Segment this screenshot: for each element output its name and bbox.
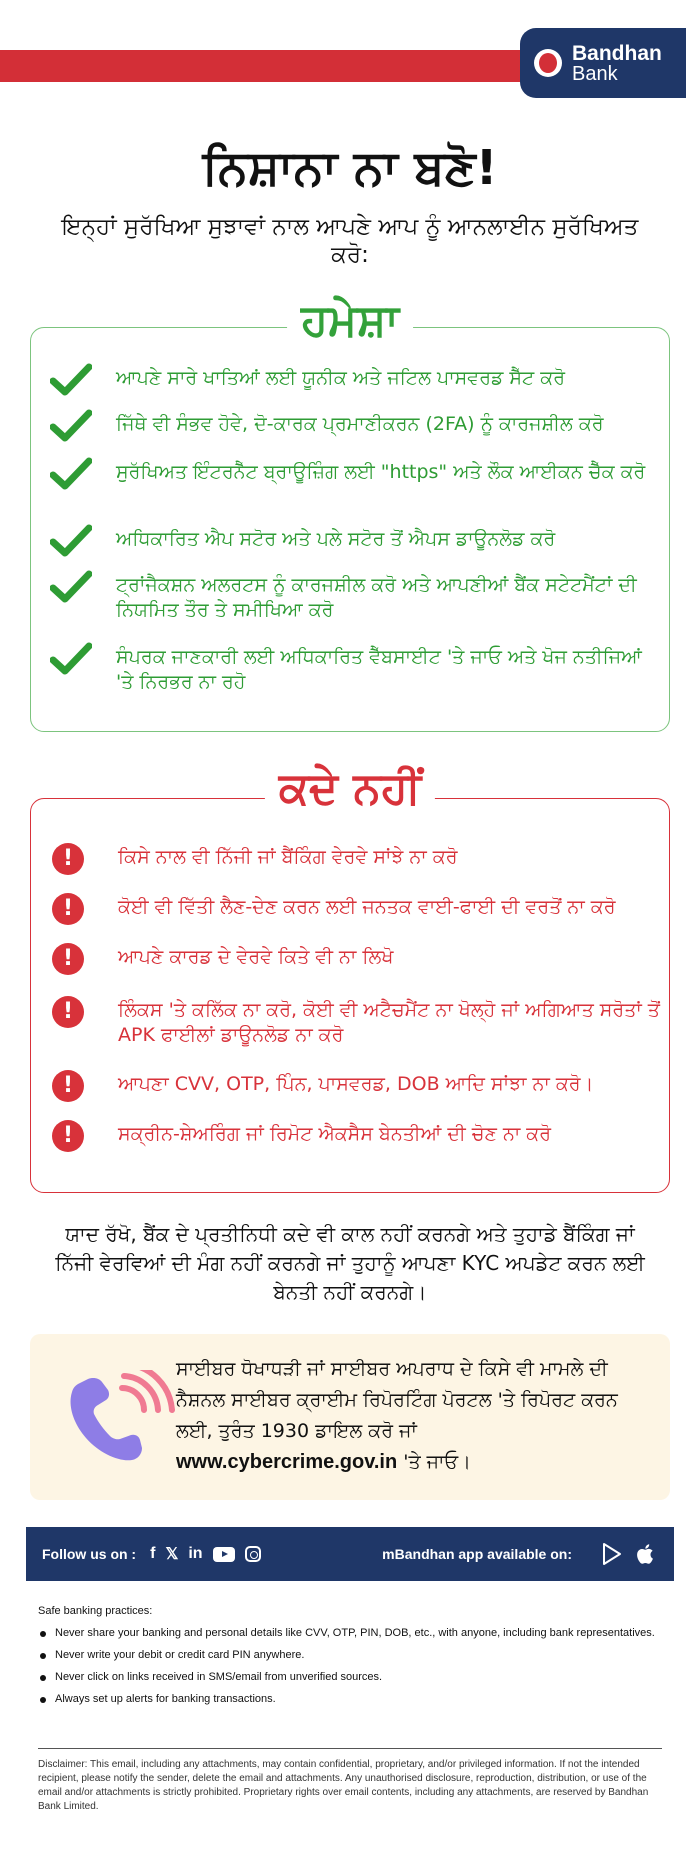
always-item-text: ਜਿੱਥੇ ਵੀ ਸੰਭਵ ਹੋਵੇ, ਦੋ-ਕਾਰਕ ਪ੍ਰਮਾਣੀਕਰਨ (2FA) ਨੂੰ ਕਾਰਜਸ਼ੀਲ ਕਰੋ [116,413,604,435]
always-item [50,527,665,558]
bandhan-logo[interactable] [520,28,686,98]
always-label: ਹਮੇਸ਼ਾ [287,295,413,346]
footer-bar [26,1527,674,1581]
youtube-icon[interactable] [213,1547,235,1562]
alert-icon: ! [52,1120,84,1152]
page-subtitle: ਇਨ੍ਹਾਂ ਸੁਰੱਖਿਆ ਸੁਝਾਵਾਂ ਨਾਲ ਆਪਣੇ ਆਪ ਨੂੰ ਆਨਲਾਈਨ ਸੁਰੱਖਿਅਤ ਕਰੋ: [61,214,639,268]
x-icon[interactable]: 𝕏 [165,1546,179,1563]
check-icon [50,409,92,443]
practice-item: Never click on links received in SMS/email from unverified sources. [38,1671,668,1683]
always-item-text: ਆਪਣੇ ਸਾਰੇ ਖਾਤਿਆਂ ਲਈ ਯੂਨੀਕ ਅਤੇ ਜਟਿਲ ਪਾਸਵਰਡ ਸੈੱਟ ਕਰੋ [116,367,565,389]
never-item-text: ਕਿਸੇ ਨਾਲ ਵੀ ਨਿੱਜੀ ਜਾਂ ਬੈਂਕਿੰਗ ਵੇਰਵੇ ਸਾਂਝੇ ਨਾ ਕਰੋ [118,846,458,868]
never-item [50,1072,665,1102]
divider [38,1748,662,1749]
practice-item: Never share your banking and personal details like CVV, OTP, PIN, DOB, etc., with anyone, including bank representatives. [38,1627,668,1639]
cyber-report-text: ਸਾਈਬਰ ਧੋਖਾਧੜੀ ਜਾਂ ਸਾਈਬਰ ਅਪਰਾਧ ਦੇ ਕਿਸੇ ਵੀ ਮਾਮਲੇ ਦੀ ਨੈਸ਼ਨਲ ਸਾਈਬਰ ਕ੍ਰਾਈਮ ਰਿਪੋਰਟਿੰਗ ਪੋਰਟਲ 'ਤੇ ਰਿਪੋਰਟ ਕਰਨ ਲਈ, ਤੁਰੰਤ 1930 ਡਾਇਲ ਕਰੋ ਜਾਂ [176,1358,618,1442]
never-item [50,945,665,975]
safe-practices [38,1605,668,1715]
never-item-text: ਕੋਈ ਵੀ ਵਿੱਤੀ ਲੈਣ-ਦੇਣ ਕਰਨ ਲਈ ਜਨਤਕ ਵਾਈ-ਫਾਈ ਦੀ ਵਰਤੋਂ ਨਾ ਕਰੋ [118,896,616,918]
alert-icon: ! [52,996,84,1028]
practice-item: Always set up alerts for banking transactions. [38,1693,668,1705]
follow-label: Follow us on : [42,1546,137,1562]
never-item-text: ਸਕ੍ਰੀਨ-ਸ਼ੇਅਰਿੰਗ ਜਾਂ ਰਿਮੋਟ ਐਕਸੈਸ ਬੇਨਤੀਆਂ ਦੀ ਚੋਣ ਨਾ ਕਰੋ [118,1123,552,1145]
logo-mark-icon [534,49,562,77]
check-icon [50,363,92,397]
never-label: ਕਦੇ ਨਹੀਂ [265,763,435,814]
cyber-url-suffix: 'ਤੇ ਜਾਓ। [397,1451,471,1473]
red-band [0,50,560,82]
cybercrime-box [30,1334,670,1500]
check-icon [50,570,92,604]
never-item [50,895,665,925]
phone-icon [58,1370,176,1466]
check-icon [50,457,92,491]
facebook-icon[interactable]: f [150,1545,156,1562]
linkedin-icon[interactable]: in [188,1545,203,1562]
always-item-text: ਸੰਪਰਕ ਜਾਣਕਾਰੀ ਲਈ ਅਧਿਕਾਰਿਤ ਵੈੱਬਸਾਈਟ 'ਤੇ ਜਾਓ ਅਤੇ ਖੋਜ ਨਤੀਜਿਆਂ 'ਤੇ ਨਿਰਭਰ ਨਾ ਰਹੋ [116,646,642,693]
never-item [50,1122,665,1152]
never-item-text: ਲਿੰਕਸ 'ਤੇ ਕਲਿੱਕ ਨਾ ਕਰੋ, ਕੋਈ ਵੀ ਅਟੈਚਮੈਂਟ ਨਾ ਖੋਲ੍ਹੋ ਜਾਂ ਅਗਿਆਤ ਸਰੋਤਾਂ ਤੋਂ APK ਫਾਈਲਾਂ ਡਾਊਨਲੋਡ ਨਾ ਕਰੋ [118,999,660,1046]
practice-item: Never write your debit or credit card PIN anywhere. [38,1649,668,1661]
never-item-text: ਆਪਣਾ CVV, OTP, ਪਿੰਨ, ਪਾਸਵਰਡ, DOB ਆਦਿ ਸਾਂਝਾ ਨਾ ਕਰੋ। [118,1073,594,1095]
social-links [150,1544,260,1564]
cybercrime-link[interactable]: www.cybercrime.gov.in [176,1451,398,1473]
alert-icon: ! [52,1070,84,1102]
never-item [50,845,665,875]
brand-line1: Bandhan [572,41,662,65]
alert-icon: ! [52,943,84,975]
always-item-text: ਅਧਿਕਾਰਿਤ ਐਪ ਸਟੋਰ ਅਤੇ ਪਲੇ ਸਟੋਰ ਤੋਂ ਐਪਸ ਡਾਊਨਲੋਡ ਕਰੋ [116,528,556,550]
always-item [50,573,665,623]
alert-icon: ! [52,893,84,925]
always-item [50,460,665,491]
check-icon [50,642,92,676]
check-icon [50,524,92,558]
always-item [50,412,665,443]
apple-store-icon[interactable] [634,1542,658,1566]
never-item [50,998,665,1048]
never-item-text: ਆਪਣੇ ਕਾਰਡ ਦੇ ਵੇਰਵੇ ਕਿਤੇ ਵੀ ਨਾ ਲਿਖੋ [118,946,394,968]
always-item [50,366,665,397]
play-store-icon[interactable] [600,1542,624,1566]
alert-icon: ! [52,843,84,875]
page-title: ਨਿਸ਼ਾਨਾ ਨਾ ਬਣੋ! [202,140,498,196]
brand-line2: Bank [572,62,618,85]
instagram-icon[interactable] [245,1546,261,1562]
always-item-text: ਟ੍ਰਾਂਜੈਕਸ਼ਨ ਅਲਰਟਸ ਨੂੰ ਕਾਰਜਸ਼ੀਲ ਕਰੋ ਅਤੇ ਆਪਣੀਆਂ ਬੈਂਕ ਸਟੇਟਮੈਂਟਾਂ ਦੀ ਨਿਯਮਿਤ ਤੌਰ ਤੇ ਸਮੀਖਿਆ ਕਰੋ [116,574,637,621]
disclaimer: Disclaimer: This email, including any attachments, may contain confidential, proprietary, and/or privileged information. If not the intended recipient, please notify the sender, delete the email and attachments. Any unauthorised disclosure, reproduction, distribution, or use of the email and/or attachments is strictly prohibited. Proprietary rights over email contents, including any attachments, are reserved by Bandhan Bank Limited. [38,1759,649,1812]
practices-title: Safe banking practices: [38,1605,153,1617]
always-item [50,645,665,695]
header [0,0,700,100]
remember-note: ਯਾਦ ਰੱਖੋ, ਬੈਂਕ ਦੇ ਪ੍ਰਤੀਨਿਧੀ ਕਦੇ ਵੀ ਕਾਲ ਨਹੀਂ ਕਰਨਗੇ ਅਤੇ ਤੁਹਾਡੇ ਬੈਂਕਿੰਗ ਜਾਂ ਨਿੱਜੀ ਵੇਰਵਿਆਂ ਦੀ ਮੰਗ ਨਹੀਂ ਕਰਨਗੇ ਜਾਂ ਤੁਹਾਨੂੰ ਆਪਣਾ KYC ਅਪਡੇਟ ਕਰਨ ਲਈ ਬੇਨਤੀ ਨਹੀਂ ਕਰਨਗੇ। [55,1222,645,1304]
always-item-text: ਸੁਰੱਖਿਅਤ ਇੰਟਰਨੈੱਟ ਬ੍ਰਾਊਜ਼ਿੰਗ ਲਈ "https" ਅਤੇ ਲੌਕ ਆਈਕਨ ਚੈੱਕ ਕਰੋ [116,461,646,483]
app-available-label: mBandhan app available on: [382,1546,572,1562]
